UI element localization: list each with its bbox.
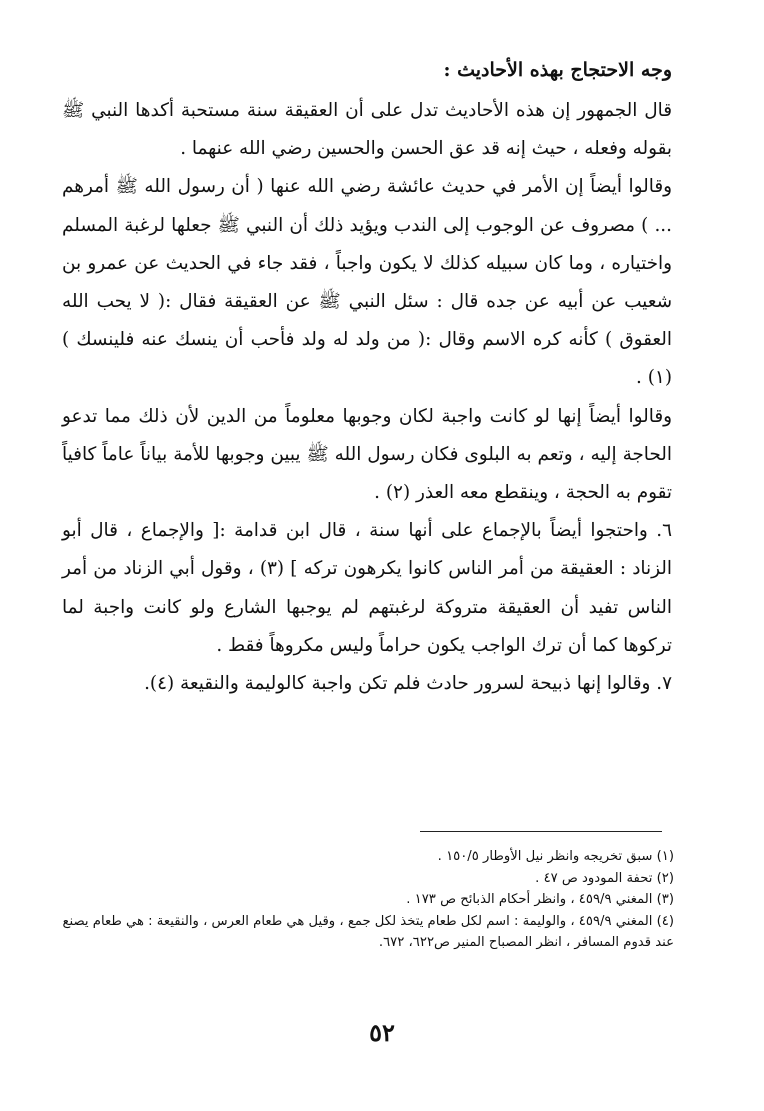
page-number: ٥٢: [369, 1018, 395, 1047]
footnote-1: (١) سبق تخريجه وانظر نيل الأوطار ١٥٠/٥ .: [437, 849, 674, 864]
footnote-2: (٢) تحفة المودود ص ٤٧ .: [535, 870, 674, 886]
paragraph-4: ٦. واحتجوا أيضاً بالإجماع على أنها سنة ، قال ابن قدامة :[ والإجماع ، قال أبو الزناد : العقيقة من أمر الناس كانوا يكرهون تركه ] (٣) ، وقول أبي الزناد من أمر الناس تفيد أن العقيقة متروكة لرغبتهم لم يوجبها الشارع ولو كانت واجبة لما تركوها كما أن ترك الواجب يكون حراماً وليس مكروهاً فقط .: [62, 520, 672, 656]
main-text: [62, 52, 672, 703]
paragraph-2: وقالوا أيضاً إن الأمر في حديث عائشة رضي الله عنها ( أن رسول الله ﷺ أمرهم ... ) مصروف عن الوجوب إلى الندب ويؤيد ذلك أن النبي ﷺ جعلها لرغبة المسلم واختياره ، وما كان سبيله كذلك لا يكون واجباً ، فقد جاء في الحديث عن عمرو بن شعيب عن أبيه عن جده قال : سئل النبي ﷺ عن العقيقة فقال :( لا يحب الله العقوق ) كأنه كره الاسم وقال :( من ولد له ولد فأحب أن ينسك عنه فلينسك ) (١) .: [62, 176, 672, 389]
paragraph-1: قال الجمهور إن هذه الأحاديث تدل على أن العقيقة سنة مستحبة أكدها النبي ﷺ بقوله وفعله ، حيث إنه قد عق الحسن والحسين رضي الله عنهما .: [62, 100, 672, 160]
paragraph-5: ٧. وقالوا إنها ذبيحة لسرور حادث فلم تكن واجبة كالوليمة والنقيعة (٤).: [144, 673, 672, 695]
footnote-3: (٣) المغني ٤٥٩/٩ ، وانظر أحكام الذبائح ص ١٧٣ .: [406, 892, 674, 907]
footnote-4: (٤) المغني ٤٥٩/٩ ، والوليمة : اسم لكل طعام يتخذ لكل جمع ، وقيل هي طعام العرس ، والنقيعة : هي طعام يصنع عند قدوم المسافر ، انظر المصباح المنير ص٦٢٢، ٦٧٢.: [62, 913, 674, 950]
paragraph-3: وقالوا أيضاً إنها لو كانت واجبة لكان وجوبها معلوماً من الدين لأن ذلك مما تدعو الحاجة إليه ، وتعم به البلوى فكان رسول الله ﷺ يبين وجوبها للأمة بياناً عاماً كافياً تقوم به الحجة ، وينقطع معه العذر (٢) .: [62, 405, 672, 504]
section-heading: وجه الاحتجاج بهذه الأحاديث :: [443, 59, 672, 81]
footnote-separator: [420, 831, 662, 832]
footnotes: [62, 846, 674, 954]
